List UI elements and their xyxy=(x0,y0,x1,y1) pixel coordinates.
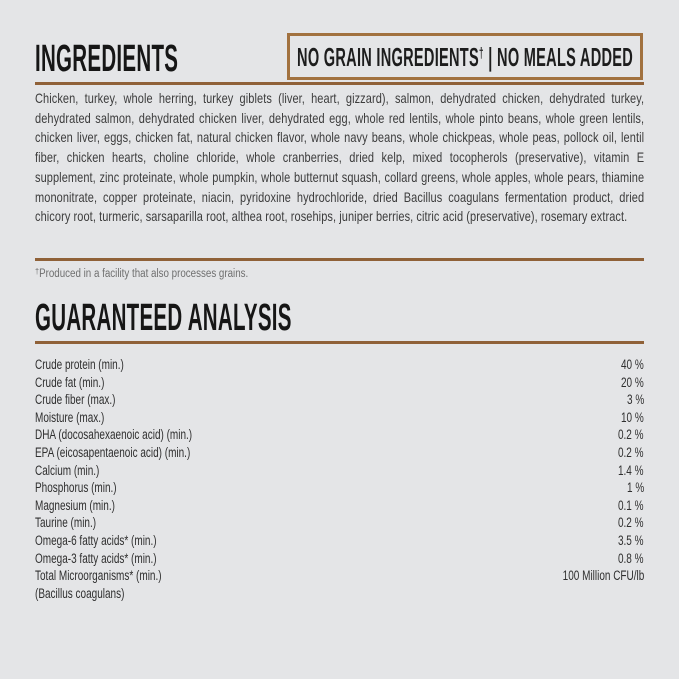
table-row xyxy=(35,567,644,585)
guaranteed-analysis-table xyxy=(35,356,644,602)
analysis-value: 1 % xyxy=(626,480,644,496)
table-row xyxy=(35,550,644,568)
analysis-divider-top xyxy=(35,341,644,344)
table-row xyxy=(35,497,644,515)
table-row xyxy=(35,374,644,392)
analysis-value: 0.2 % xyxy=(618,515,644,531)
table-row xyxy=(35,532,644,550)
analysis-label: Moisture (max.) xyxy=(35,409,105,425)
footnote-dagger-mark: † xyxy=(35,266,40,276)
analysis-label: Magnesium (min.) xyxy=(35,497,115,513)
no-grain-badge xyxy=(287,33,643,80)
analysis-label: Crude fiber (max.) xyxy=(35,392,116,408)
analysis-label: Taurine (min.) xyxy=(35,515,97,531)
ingredients-divider-bottom xyxy=(35,258,644,261)
analysis-value: 0.2 % xyxy=(618,427,644,443)
table-row-continuation xyxy=(35,585,644,603)
no-grain-badge-text xyxy=(296,41,634,72)
badge-separator: | xyxy=(488,41,493,72)
badge-dagger-mark: † xyxy=(478,45,484,62)
analysis-value: 0.2 % xyxy=(618,444,644,460)
table-row xyxy=(35,479,644,497)
analysis-value: 0.8 % xyxy=(618,550,644,566)
analysis-label: Crude protein (min.) xyxy=(35,357,124,372)
analysis-value: 20 % xyxy=(621,374,644,390)
analysis-value: 100 Million CFU/lb xyxy=(562,568,644,584)
ingredients-section-title: INGREDIENTS xyxy=(35,38,179,80)
analysis-value: 40 % xyxy=(621,357,644,372)
grain-facility-footnote xyxy=(35,266,248,280)
badge-left-text: NO GRAIN INGREDIENTS xyxy=(296,41,479,72)
analysis-label: Crude fat (min.) xyxy=(35,374,105,390)
table-row xyxy=(35,356,644,374)
analysis-label: EPA (eicosapentaenoic acid) (min.) xyxy=(35,444,191,460)
analysis-label: DHA (docosahexaenoic acid) (min.) xyxy=(35,427,193,443)
analysis-value: 0.1 % xyxy=(618,497,644,513)
analysis-value: 1.4 % xyxy=(618,462,644,478)
footnote-text: Produced in a facility that also processes grains. xyxy=(39,268,249,281)
analysis-value: 10 % xyxy=(621,409,644,425)
badge-right-text: NO MEALS ADDED xyxy=(496,41,634,72)
table-row xyxy=(35,409,644,427)
table-row xyxy=(35,426,644,444)
analysis-label: Calcium (min.) xyxy=(35,462,100,478)
analysis-value: 3 % xyxy=(626,392,644,408)
table-row xyxy=(35,514,644,532)
analysis-label: Total Microorganisms* (min.) xyxy=(35,568,162,584)
analysis-value: 3.5 % xyxy=(618,532,644,548)
ingredients-divider-top xyxy=(35,82,644,85)
analysis-label: Phosphorus (min.) xyxy=(35,480,117,496)
analysis-label: Omega-6 fatty acids* (min.) xyxy=(35,532,157,548)
guaranteed-analysis-section-title: GUARANTEED ANALYSIS xyxy=(35,297,292,339)
ingredients-list-paragraph: Chicken, turkey, whole herring, turkey giblets (liver, heart, gizzard), salmon, dehydrated chicken, dehydrated turkey, dehydrated salmon, dehydrated chicken liver, dehydrated egg, whole red lentils, whole pinto beans, whole green lentils, chicken liver, eggs, chicken fat, natural chicken flavor, whole navy beans, whole chickpeas, whole peas, pollock oil, lentil fiber, chicken hearts, choline chloride, whole cranberries, dried kelp, mixed tocopherols (preservative), vitamin E supplement, zinc proteinate, whole pumpkin, whole butternut squash, collard greens, whole apples, whole pears, thiamine mononitrate, copper proteinate, niacin, pyridoxine hydrochloride, dried Bacillus coagulans fermentation product, dried chicory root, turmeric, sarsaparilla root, althea root, rosehips, juniper berries, citric acid (preservative), rosemary extract. xyxy=(35,90,645,225)
table-row xyxy=(35,462,644,480)
analysis-label: (Bacillus coagulans) xyxy=(35,585,125,601)
analysis-label: Omega-3 fatty acids* (min.) xyxy=(35,550,157,566)
table-row xyxy=(35,391,644,409)
table-row xyxy=(35,444,644,462)
